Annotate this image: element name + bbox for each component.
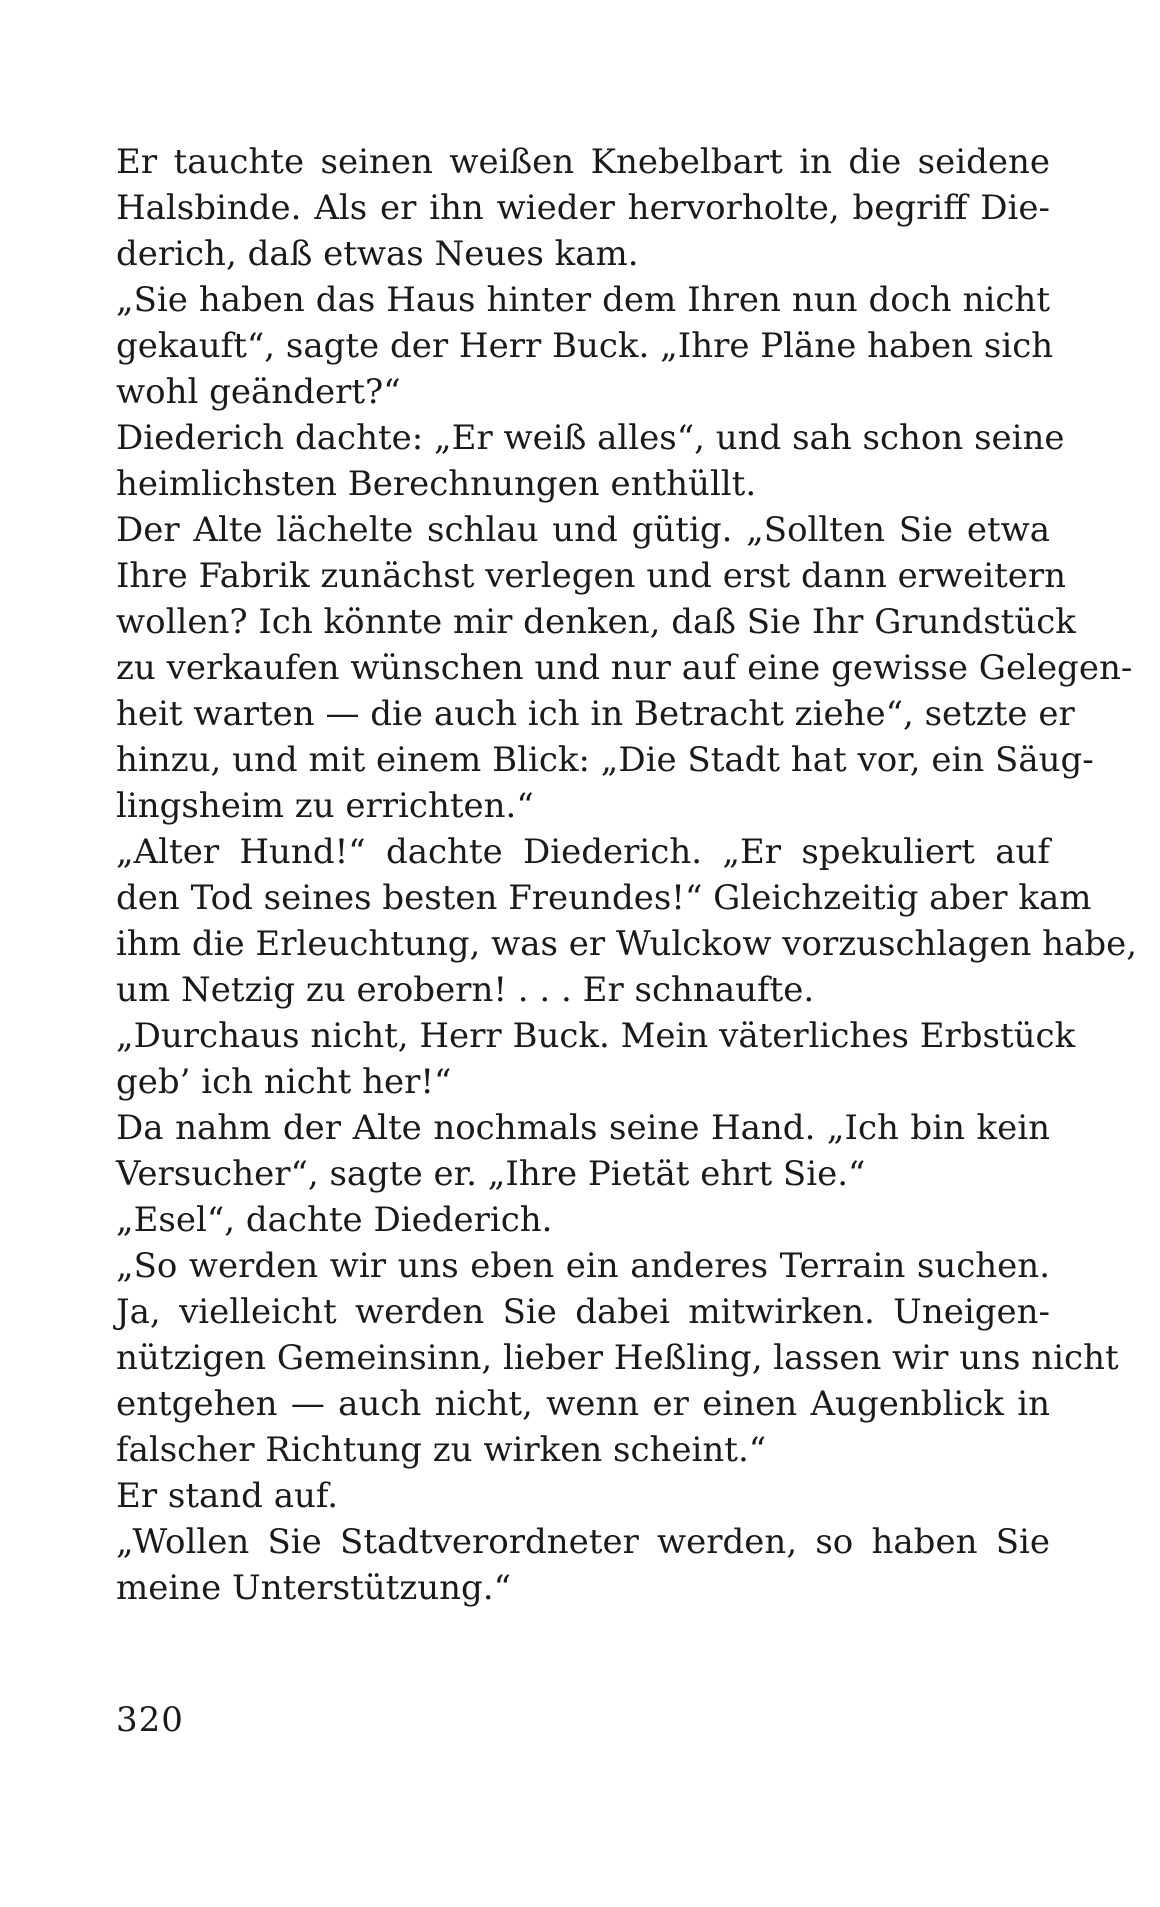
text-line: gekauft“, sagte der Herr Buck. „Ihre Pläne haben sich	[116, 326, 1054, 366]
text-line: wollen? Ich könnte mir denken, daß Sie Ihr Grundstück	[116, 602, 1076, 642]
text-line: heit warten — die auch ich in Betracht ziehe“, setzte er	[116, 694, 1075, 734]
text-line: hinzu, und mit einem Blick: „Die Stadt hat vor, ein Säug-	[116, 740, 1094, 780]
text-line: Der Alte lächelte schlau und gütig. „Sollten Sie etwa	[116, 510, 1050, 550]
text-line: „Wollen Sie Stadtverordneter werden, so haben Sie	[116, 1522, 1050, 1562]
text-line: falscher Richtung zu wirken scheint.“	[116, 1430, 767, 1470]
text-line: nützigen Gemeinsinn, lieber Heßling, lassen wir uns nicht	[116, 1338, 1119, 1378]
text-line: Diederich dachte: „Er weiß alles“, und sah schon seine	[116, 418, 1065, 458]
book-page	[116, 140, 1138, 1780]
text-line: Versucher“, sagte er. „Ihre Pietät ehrt Sie.“	[116, 1154, 866, 1194]
text-line: ihm die Erleuchtung, was er Wulckow vorzuschlagen habe,	[116, 924, 1138, 964]
text-line: Da nahm der Alte nochmals seine Hand. „Ich bin kein	[116, 1108, 1050, 1148]
text-line: lingsheim zu errichten.“	[116, 786, 534, 826]
text-line: den Tod seines besten Freundes!“ Gleichzeitig aber kam	[116, 878, 1092, 918]
text-line: Ja, vielleicht werden Sie dabei mitwirken. Uneigen-	[116, 1292, 1050, 1332]
text-line: meine Unterstützung.“	[116, 1568, 511, 1608]
text-line: derich, daß etwas Neues kam.	[116, 234, 639, 274]
text-line: Er stand auf.	[116, 1476, 339, 1516]
text-line: „Durchaus nicht, Herr Buck. Mein väterliches Erbstück	[116, 1016, 1076, 1056]
text-line: „Sie haben das Haus hinter dem Ihren nun doch nicht	[116, 280, 1050, 320]
text-line: Ihre Fabrik zunächst verlegen und erst dann erweitern	[116, 556, 1067, 596]
text-line: um Netzig zu erobern! . . . Er schnaufte.	[116, 970, 815, 1010]
text-line: geb’ ich nicht her!“	[116, 1062, 452, 1102]
page-number: 320	[116, 1700, 184, 1740]
text-line: wohl geändert?“	[116, 372, 401, 412]
text-line: Halsbinde. Als er ihn wieder hervorholte, begriff Die-	[116, 188, 1050, 228]
text-line: „Esel“, dachte Diederich.	[116, 1200, 553, 1240]
text-line: heimlichsten Berechnungen enthüllt.	[116, 464, 757, 504]
text-line: entgehen — auch nicht, wenn er einen Augenblick in	[116, 1384, 1050, 1424]
text-line: „Alter Hund!“ dachte Diederich. „Er spekuliert auf	[116, 832, 1050, 872]
text-line: zu verkaufen wünschen und nur auf eine gewisse Gelegen-	[116, 648, 1133, 688]
text-line: „So werden wir uns eben ein anderes Terrain suchen.	[116, 1246, 1050, 1286]
text-line: Er tauchte seinen weißen Knebelbart in die seidene	[116, 142, 1050, 182]
